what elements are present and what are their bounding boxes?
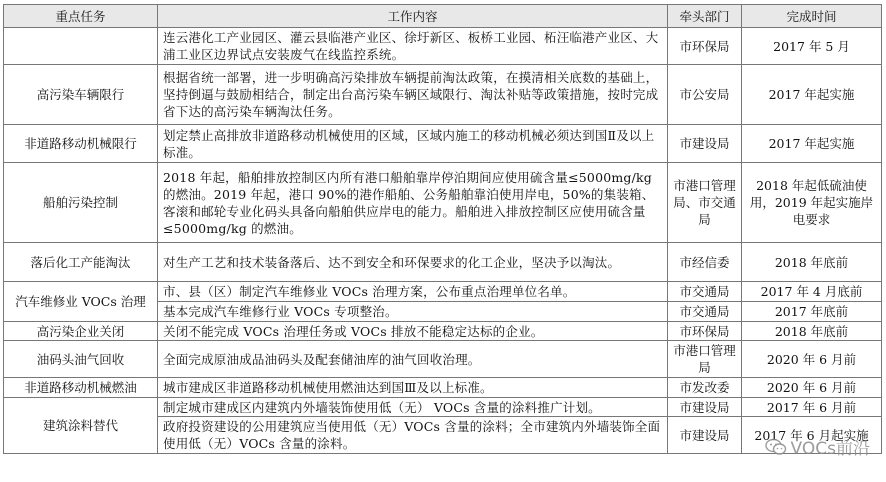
header-time: 完成时间	[742, 5, 882, 28]
time-cell: 2018 年起低硫油使用，2019 年起实施岸电要求	[742, 163, 882, 243]
dept-cell: 市港口管理局、市交通局	[668, 163, 742, 243]
table-row	[4, 378, 882, 398]
task-cell: 落后化工产能淘汰	[4, 243, 158, 282]
dept-cell: 市公安局	[668, 65, 742, 125]
content-cell: 连云港化工产业园区、灌云县临港产业区、徐圩新区、板桥工业园、柘汪临港产业区、大浦工业区边界试点安装废气在线监控系统。	[158, 28, 668, 65]
table-row	[4, 243, 882, 282]
content-cell: 关闭不能完成 VOCs 治理任务或 VOCs 排放不能稳定达标的企业。	[158, 322, 668, 341]
content-cell: 城市建成区非道路移动机械使用燃油达到国Ⅲ及以上标准。	[158, 378, 668, 398]
time-cell: 2018 年底前	[742, 322, 882, 341]
task-cell: 高污染车辆限行	[4, 65, 158, 125]
watermark-text: VOCs前沿	[790, 439, 870, 459]
header-dept: 牵头部门	[668, 5, 742, 28]
dept-cell: 市港口管理局	[668, 341, 742, 378]
time-cell: 2017 年 6 月起实施	[742, 417, 882, 454]
task-cell: 非道路移动机械限行	[4, 125, 158, 163]
dept-cell: 市建设局	[668, 398, 742, 417]
content-cell: 市、县（区）制定汽车维修业 VOCs 治理方案，公布重点治理单位名单。	[158, 282, 668, 302]
header-content: 工作内容	[158, 5, 668, 28]
table-row	[4, 398, 882, 417]
dept-cell: 市经信委	[668, 243, 742, 282]
dept-cell: 市发改委	[668, 378, 742, 398]
task-cell: 船舶污染控制	[4, 163, 158, 243]
dept-cell: 市建设局	[668, 125, 742, 163]
time-cell: 2017 年底前	[742, 302, 882, 322]
content-cell: 划定禁止高排放非道路移动机械使用的区域，区域内施工的移动机械必须达到国Ⅱ及以上标准。	[158, 125, 668, 163]
task-cell	[4, 28, 158, 65]
dept-cell: 市交通局	[668, 302, 742, 322]
time-cell: 2020 年 6 月前	[742, 341, 882, 378]
time-cell: 2017 年起实施	[742, 125, 882, 163]
dept-cell: 市环保局	[668, 322, 742, 341]
table-row	[4, 163, 882, 243]
content-cell: 对生产工艺和技术装备落后、达不到安全和环保要求的化工企业，坚决予以淘汰。	[158, 243, 668, 282]
task-table	[3, 4, 882, 454]
time-cell: 2020 年 6 月前	[742, 378, 882, 398]
content-cell: 基本完成汽车维修行业 VOCs 专项整治。	[158, 302, 668, 322]
time-cell: 2017 年 5 月	[742, 28, 882, 65]
header-task: 重点任务	[4, 5, 158, 28]
time-cell: 2017 年 6 月前	[742, 398, 882, 417]
table-row	[4, 28, 882, 65]
table-row	[4, 65, 882, 125]
task-cell: 油码头油气回收	[4, 341, 158, 378]
time-cell: 2018 年底前	[742, 243, 882, 282]
watermark	[765, 434, 870, 459]
table-header-row	[4, 5, 882, 28]
task-cell: 汽车维修业 VOCs 治理	[4, 282, 158, 322]
dept-cell: 市交通局	[668, 282, 742, 302]
dept-cell: 市建设局	[668, 417, 742, 454]
dept-cell: 市环保局	[668, 28, 742, 65]
table-row	[4, 341, 882, 378]
wechat-icon	[765, 438, 787, 456]
content-cell: 全面完成原油成品油码头及配套储油库的油气回收治理。	[158, 341, 668, 378]
task-cell: 非道路移动机械燃油	[4, 378, 158, 398]
content-cell: 政府投资建设的公用建筑应当使用低（无）VOCs 含量的涂料；全市建筑内外墙装饰全面使用低（无）VOCs 含量的涂料。	[158, 417, 668, 454]
table-row	[4, 282, 882, 302]
table-row	[4, 322, 882, 341]
table-row	[4, 125, 882, 163]
content-cell: 2018 年起，船舶排放控制区内所有港口船舶靠岸停泊期间应使用硫含量≤5000mg/kg 的燃油。2019 年起，港口 90%的港作船舶、公务船舶靠泊使用岸电，50%的集装箱、客滚和邮轮专业化码头具备向船舶供应岸电的能力。船舶进入排放控制区应使用硫含量≤5000mg/kg 的燃油。	[158, 163, 668, 243]
content-cell: 根据省统一部署，进一步明确高污染排放车辆提前淘汰政策，在摸清相关底数的基础上，坚持倒逼与鼓励相结合，制定出台高污染车辆区域限行、淘汰补贴等政策措施，按时完成省下达的高污染车辆淘汰任务。	[158, 65, 668, 125]
task-cell: 建筑涂料替代	[4, 398, 158, 454]
task-cell: 高污染企业关闭	[4, 322, 158, 341]
content-cell: 制定城市建成区内建筑内外墙装饰使用低（无） VOCs 含量的涂料推广计划。	[158, 398, 668, 417]
time-cell: 2017 年 4 月底前	[742, 282, 882, 302]
time-cell: 2017 年起实施	[742, 65, 882, 125]
